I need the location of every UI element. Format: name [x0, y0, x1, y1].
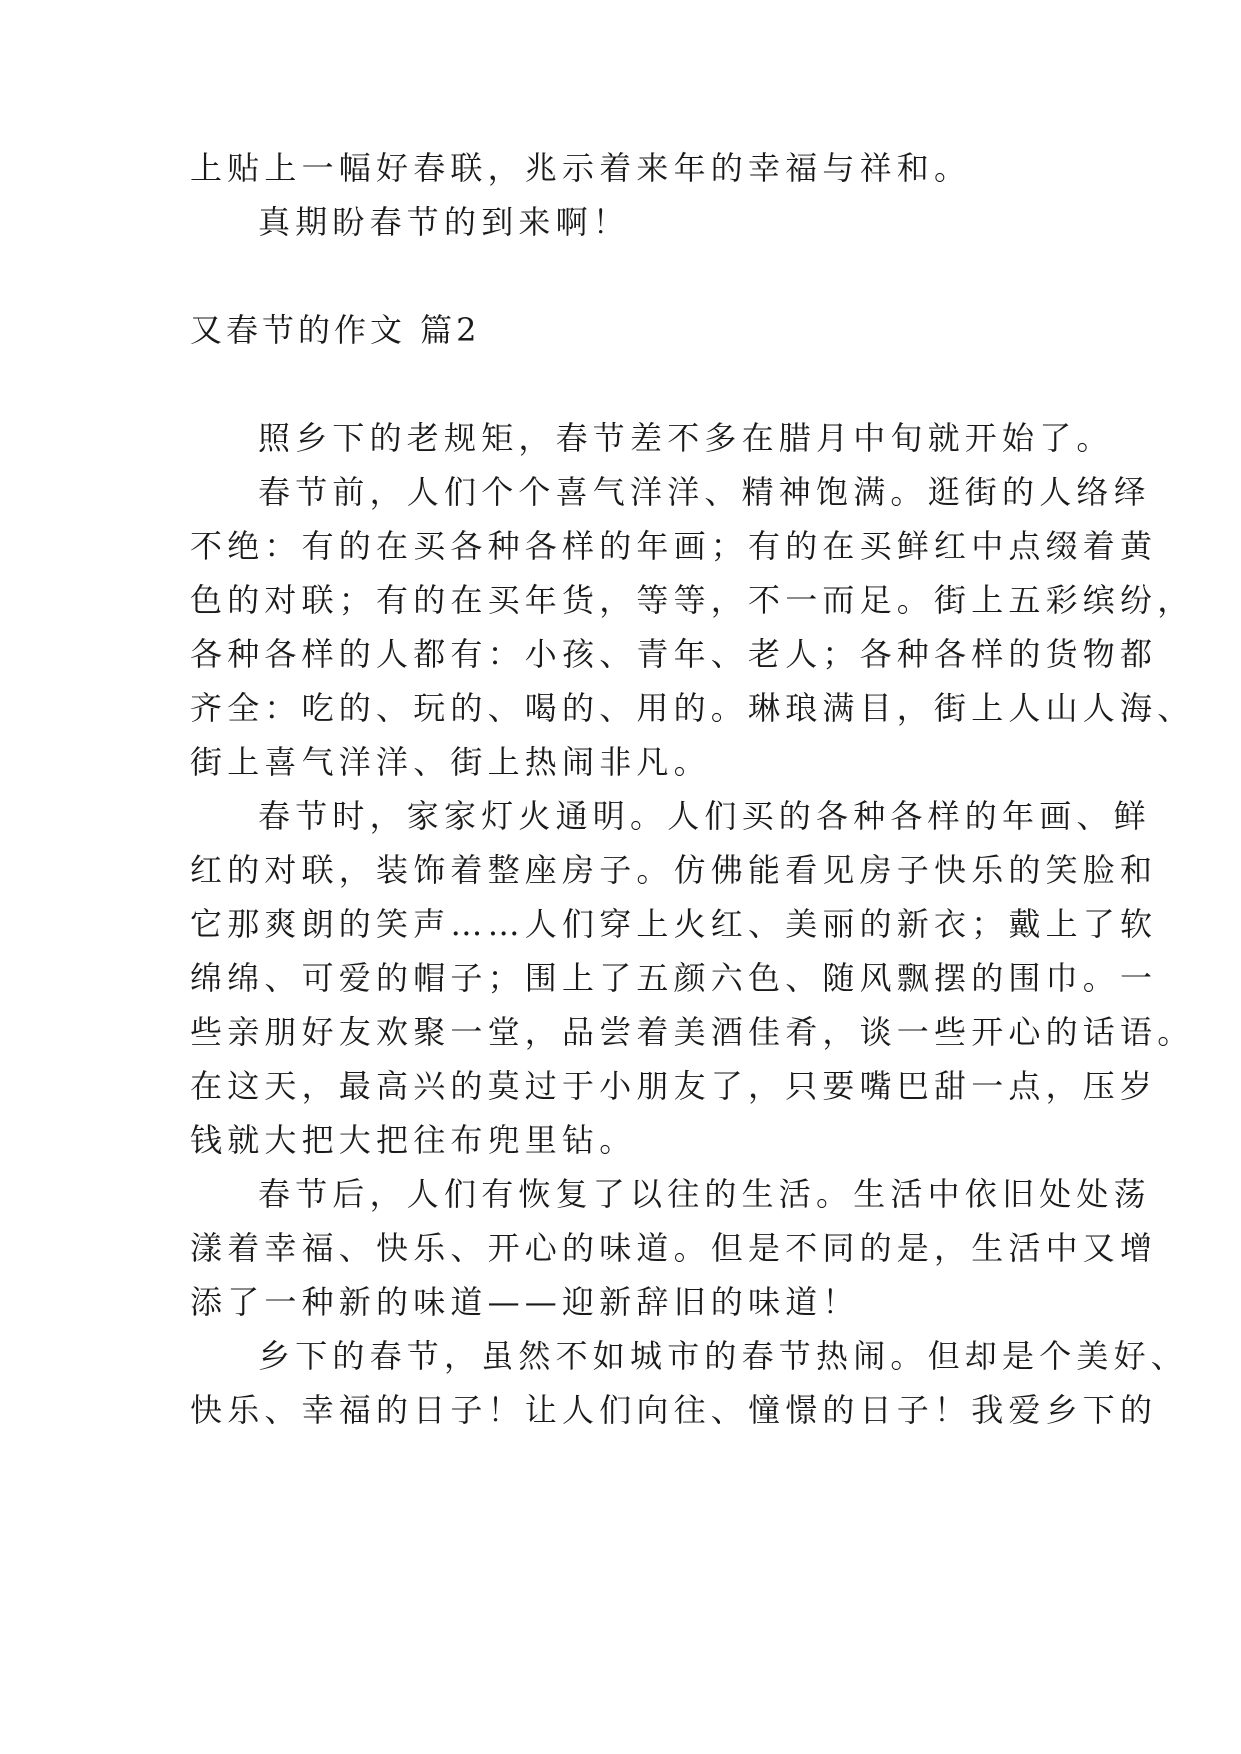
- paragraph-4-line-3: 添了一种新的味道——迎新辞旧的味道！: [190, 1283, 860, 1321]
- continuation-line-1: 上贴上一幅好春联，兆示着来年的幸福与祥和。: [190, 149, 972, 187]
- paragraph-2-line-4: 各种各样的人都有：小孩、青年、老人；各种各样的货物都: [190, 635, 1158, 673]
- paragraph-2-line-1: 春节前，人们个个喜气洋洋、精神饱满。逛街的人络绎: [258, 473, 1151, 511]
- paragraph-2-line-2: 不绝：有的在买各种各样的年画；有的在买鲜红中点缀着黄: [190, 527, 1158, 565]
- paragraph-4-line-1: 春节后，人们有恢复了以往的生活。生活中依旧处处荡: [258, 1175, 1151, 1213]
- continuation-line-2: 真期盼春节的到来啊！: [258, 203, 631, 241]
- paragraph-5-line-1: 乡下的春节，虽然不如城市的春节热闹。但却是个美好、: [258, 1337, 1189, 1375]
- paragraph-3-line-5: 些亲朋好友欢聚一堂，品尝着美酒佳肴，谈一些开心的话语。: [190, 1013, 1195, 1051]
- paragraph-2-line-3: 色的对联；有的在买年货，等等，不一而足。街上五彩缤纷，: [190, 581, 1195, 619]
- paragraph-3-line-1: 春节时，家家灯火通明。人们买的各种各样的年画、鲜: [258, 797, 1151, 835]
- section-heading: 又春节的作文 篇2: [190, 311, 481, 349]
- paragraph-3-line-3: 它那爽朗的笑声……人们穿上火红、美丽的新衣；戴上了软: [190, 905, 1158, 943]
- paragraph-2-line-6: 街上喜气洋洋、街上热闹非凡。: [190, 743, 711, 781]
- paragraph-3-line-7: 钱就大把大把往布兜里钻。: [190, 1121, 637, 1159]
- paragraph-3-line-6: 在这天，最高兴的莫过于小朋友了，只要嘴巴甜一点，压岁: [190, 1067, 1158, 1105]
- paragraph-1-line-1: 照乡下的老规矩，春节差不多在腊月中旬就开始了。: [258, 419, 1114, 457]
- paragraph-4-line-2: 漾着幸福、快乐、开心的味道。但是不同的是，生活中又增: [190, 1229, 1158, 1267]
- paragraph-5-line-2: 快乐、幸福的日子！让人们向往、憧憬的日子！我爱乡下的: [190, 1391, 1158, 1429]
- paragraph-3-line-4: 绵绵、可爱的帽子；围上了五颜六色、随风飘摆的围巾。一: [190, 959, 1158, 997]
- paragraph-2-line-5: 齐全：吃的、玩的、喝的、用的。琳琅满目，街上人山人海、: [190, 689, 1195, 727]
- paragraph-3-line-2: 红的对联，装饰着整座房子。仿佛能看见房子快乐的笑脸和: [190, 851, 1158, 889]
